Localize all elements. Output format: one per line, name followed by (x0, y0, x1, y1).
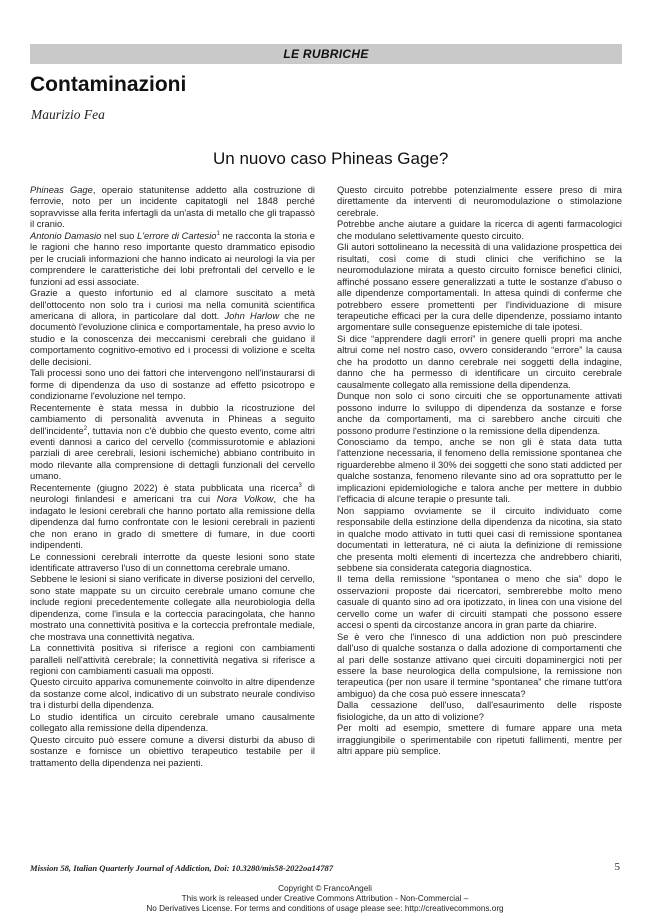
paragraph (337, 632, 622, 701)
paragraph-text: Se è vero che l'innesco di una addiction non può prescindere dall'uso di qualche sostanza o dalla adozione di comportamenti che al pari delle sostanze attivano quei circuiti dopaminergici noti per essere la base neurologica della compulsione, la remissione non terapeutica (per non usare il termine “spontanea” che rimane tutt'ora ambiguo) da che cosa può essere innescata? (337, 631, 622, 699)
rubric-label: LE RUBRICHE (283, 47, 369, 61)
paragraph-text: Grazie a questo infortunio ed al clamore suscitato a metà dell'ottocento non solo tra i curiosi ma nella comunità scientifica americana di allora, in particolare dal dott. (30, 288, 315, 321)
paragraph-text: Dunque non solo ci sono circuiti che se opportunamente attivati possono indurre lo sviluppo di dipendenza da sostanze e forse anche da comportamenti, ma ci sarebbero anche circuiti che possono produrre l'estinzione o la remissione della dipendenza. (337, 391, 622, 436)
copyright-line: Copyright © FrancoAngeli (278, 884, 372, 893)
paragraph-text: Questo circuito potrebbe potenzialmente essere preso di mira direttamente da interventi di neuromodulazione o stimolazione cerebrale. (337, 185, 622, 218)
paragraph (337, 242, 622, 334)
paragraph-text: Recentemente è stata messa in dubbio la ricostruzione del cambiamento di personalità avvenuta in Phineas a seguito dell'incidente (30, 402, 315, 436)
paragraph (337, 723, 622, 757)
italic-name: John Harlow (224, 310, 280, 321)
paragraph-text: Questo circuito può essere comune a diversi disturbi da abuso di sostanze e fornisce un obiettivo terapeutico testabile per il trattamento della dipendenza nei pazienti. (30, 734, 315, 768)
paragraph (337, 185, 622, 219)
paragraph-text: , operaio statunitense addetto alla costruzione di ferrovie, noto per un incidente capitatogli nel 1848 perché sopravvisse alla ferita infertagli da un'asta di metallo che gli trapassò il cranio. (30, 185, 315, 230)
paragraph-text: Questo circuito appariva comunemente coinvolto in altre dipendenze da sostanze come alcol, indicativo di un substrato neurale condiviso tra i disturbi della dipendenza. (30, 677, 315, 711)
right-text-column (337, 185, 622, 758)
paragraph (30, 552, 315, 575)
footnote-marker: 3 (298, 482, 302, 489)
paragraph (30, 643, 315, 677)
paragraph (30, 288, 315, 368)
italic-name: Antonio Damasio (30, 230, 102, 241)
footnote-marker: 1 (216, 230, 220, 237)
paragraph (30, 231, 315, 288)
page-number: 5 (614, 861, 620, 873)
paragraph-text: che ne documentò l'evoluzione clinica e comportamentale, ha preso avvio lo studio e la conoscenza dei meccanismi cerebrali che guidano il comportamento cognitivo-emotivo ed i processi di volizione e scelta delle decisioni. (30, 310, 315, 367)
paragraph-text: ne racconta la storia e le ragioni che hanno reso importante questo drammatico episodio per le cruciali informazioni che hanno indicato ai neurologi la via per comprendere le caratteristiche dei lobi prefrontali del cervello e le funzioni ad essi associate. (30, 230, 316, 287)
article-title: Un nuovo caso Phineas Gage? (213, 149, 449, 168)
paragraph (30, 574, 315, 643)
paragraph (30, 368, 315, 402)
italic-name: L'errore di Cartesio (137, 230, 217, 241)
paragraph-text: Si dice “apprendere dagli errori” in genere quelli propri ma anche altrui come nel nostro caso, ovvero considerando “errore” la causa che ha prodotto un danno cerebrale nei soggetti della indagine, danno che ha permesso di identificare un circuito cerebrale causalmente collegato alla remissione della dipendenza. (337, 333, 622, 390)
paragraph-text: La connettività positiva si riferisce a regioni con cambiamenti paralleli nell'attività cerebrale; la connettività negativa si riferisce a regioni con cambiamenti casuali ma opposti. (30, 643, 315, 677)
license-terms-line: No Derivatives License. For terms and conditions of usage please see: http://creativecommons.org (146, 904, 504, 913)
footnote-marker: 2 (83, 425, 88, 432)
paragraph (30, 712, 315, 735)
paragraph-text: Non sappiamo ovviamente se il circuito individuato come responsabile della estinzione della dipendenza da nicotina, sia stato in qualche modo attivato in tutti quei casi di remissione spontanea documentati in letteratura, né ci aiuta la definizione di remissione che presenta molti elementi di incertezza che andrebbero chiariti, sebbene sia considerata categoria diagnostica. (337, 505, 622, 573)
author-name: Maurizio Fea (31, 107, 105, 122)
paragraph (337, 506, 622, 575)
rubric-header-bar (30, 44, 622, 64)
paragraph (337, 700, 622, 723)
paragraph-text: Gli autori sottolineano la necessità di una validazione prospettica dei risultati, così come di studi clinici che verifichino se la neuromodulazione mirata a questo circuito fornisce benefici clinici, affinché possano essere generalizzati a tutte le sostanze d'abuso o alle dipendenze comportamentali. In attesa quindi di conferme che potrebbero essere promettenti per l'individuazione di misure terapeutiche efficaci per la cura delle dipendenze, possiamo intanto argomentare sulle conseguenze epistemiche di tale ipotesi. (337, 242, 622, 333)
paragraph (30, 185, 315, 231)
paragraph-text: Per molti ad esempio, smettere di fumare appare una meta irraggiungibile o sperimentabile con ripetuti fallimenti, mentre per altri appare più semplice. (337, 723, 622, 757)
left-text-column (30, 185, 315, 769)
paragraph-text: Conosciamo da tempo, anche se non gli è stata data tutta l'attenzione necessaria, il fenomeno della remissione spontanea che riguarderebbe almeno il 30% dei soggetti che sono stati addicted per qualche sostanza, fenomeno rilevante sino ad ora soprattutto per le implicazioni epidemiologiche e talora anche per mettere in dubbio l'efficacia di alcune terapie o presunte tali. (337, 436, 622, 505)
paragraph (337, 437, 622, 506)
paragraph (337, 334, 622, 391)
italic-name: Phineas Gage (30, 185, 93, 195)
paragraph-text: Potrebbe anche aiutare a guidare la ricerca di agenti farmacologici che modulano selettivamente questo circuito. (337, 219, 622, 241)
paragraph-text: Le connessioni cerebrali interrotte da queste lesioni sono state identificate attraverso l'uso di un connettoma cerebrale umano. (30, 551, 315, 573)
paragraph-text: Sebbene le lesioni si siano verificate in diverse posizioni del cervello, sono state mappate su un circuito cerebrale umano comune che include regioni precedentemente collegate alla neurobiologia della dipendenza, come l'insula e la corteccia paracingolata, che hanno mostrato una connettività positiva e la corteccia prefrontale mediale, che mostrava una connettività negativa. (30, 574, 315, 642)
paragraph-text: Dalla cessazione dell'uso, dall'esaurimento delle risposte fisiologiche, da un atto di volizione? (337, 700, 622, 722)
paragraph-text: Recentemente (giugno 2022) è stata pubblicata una ricerca (30, 482, 299, 493)
paragraph (30, 735, 315, 769)
paragraph (30, 403, 315, 483)
section-title: Contaminazioni (30, 73, 187, 96)
license-line: This work is released under Creative Commons Attribution - Non-Commercial – (181, 894, 469, 903)
paragraph (30, 677, 315, 711)
paragraph-text: nel suo (101, 230, 138, 241)
paragraph-text: Il tema della remissione “spontanea o meno che sia” dopo le osservazioni proposte dai ricercatori, sembrerebbe molto meno casuale di quanto sino ad ora ipotizzato, in linea con una visione del cervello come un wafer di circuiti stampati che possono essere accesi o spenti da circostanze ancora in gran parte da chiarire. (337, 574, 622, 631)
paragraph (337, 391, 622, 437)
paragraph-text: di neurologi finlandesi e americani tra cui (30, 482, 315, 505)
paragraph-text: , che ha indagato le lesioni cerebrali che hanno portato alla remissione della dipendenza dal fumo confrontate con le lesioni cerebrali in pazienti che non erano in grado di smettere di fumare, in due coorti indipendenti. (30, 494, 316, 551)
italic-name: Nora Volkow (216, 494, 274, 505)
paragraph (337, 574, 622, 631)
license-notice (0, 884, 650, 914)
paragraph-text: , tuttavia non c'è dubbio che questo evento, come altri eventi dannosi a carico del cervello (commissurotomie e ablazioni parziali di aree cerebrali, lesioni ischemiche) abbiano contribuito in modo rilevante alla comprensione di dettagli funzionali del cervello umano. (30, 425, 315, 482)
journal-reference: Mission 58, Italian Quarterly Journal of Addiction, Doi: 10.3280/mis58-2022oa14787 (30, 863, 334, 873)
paragraph-text: Tali processi sono uno dei fattori che intervengono nell'instaurarsi di forme di dipendenza da uso di sostanze ad effetto psicotropo e condizionarne l'evoluzione nel tempo. (30, 368, 315, 402)
paragraph (337, 219, 622, 242)
paragraph-text: Lo studio identifica un circuito cerebrale umano causalmente collegato alla remissione della dipendenza. (30, 711, 315, 734)
paragraph (30, 483, 315, 552)
